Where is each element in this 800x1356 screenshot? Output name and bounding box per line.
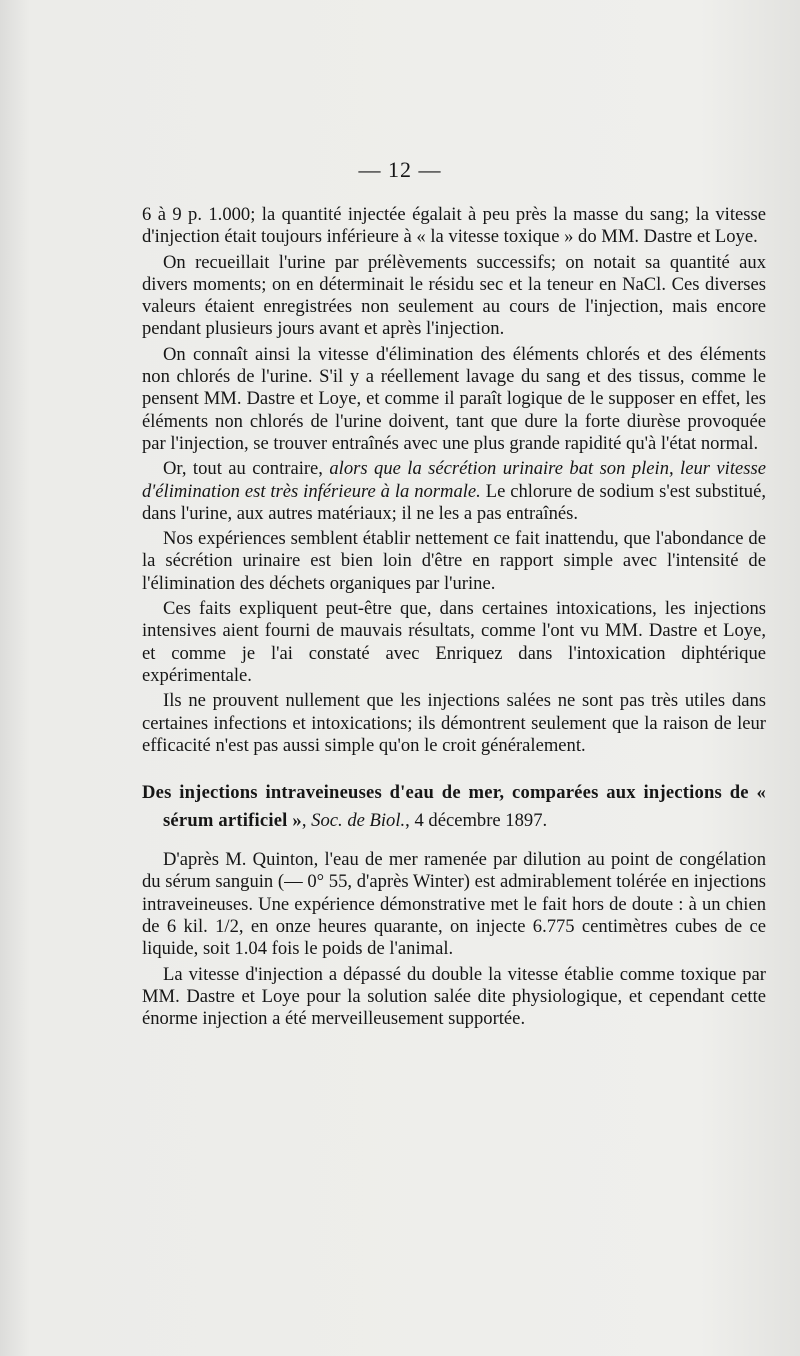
paragraph: 6 à 9 p. 1.000; la quantité injectée égalait à peu près la masse du sang; la vitesse d'injection était toujours inférieure à « la vitesse toxique » do MM. Dastre et Loye.	[142, 204, 766, 248]
section-title: Des injections intraveineuses d'eau de mer, comparées aux injections de « sérum artificiel »	[142, 782, 766, 832]
paragraph-text: Le chlorure de sodium s'est substitué, dans l'urine, aux autres matériaux; il ne les a pas entraînés.	[142, 480, 766, 524]
paragraph: On recueillait l'urine par prélèvements successifs; on notait sa quantité aux divers moments; on en déterminait le résidu sec et la teneur en NaCl. Ces diverses valeurs étaient enregistrées non seulement au cours de l'injection, mais encore pendant plusieurs jours avant et après l'injection.	[142, 251, 766, 340]
paragraph: On connaît ainsi la vitesse d'élimination des éléments chlorés et des éléments non chlorés de l'urine. S'il y a réellement lavage du sang et des tissus, comme le pensent MM. Dastre et Loye, et comme il paraît logique de le supposer en effet, les éléments non chlorés de l'urine doivent, tant que dure la forte diurèse provoquée par l'injection, se trouver entraînés avec une plus grande rapidité qu'à l'état normal.	[142, 343, 766, 454]
paragraph: Nos expériences semblent établir nettement ce fait inattendu, que l'abondance de la sécrétion urinaire est bien loin d'être en rapport simple avec l'intensité de l'élimination des déchets organiques par l'urine.	[142, 528, 766, 594]
page-number: — 12 —	[358, 157, 442, 182]
section-heading	[142, 779, 766, 835]
paragraph: Ils ne prouvent nullement que les injections salées ne sont pas très utiles dans certaines infections et intoxications; ils démontrent seulement que la raison de leur efficacité n'est pas aussi simple qu'on le croit généralement.	[142, 690, 766, 756]
paragraph: D'après M. Quinton, l'eau de mer ramenée par dilution au point de congélation du sérum sanguin (— 0° 55, d'après Winter) est admirablement tolérée en injections intraveineuses. Une expérience démonstrative met le fait hors de doute : à un chien de 6 kil. 1/2, en onze heures quarante, on injecte 6.775 centimètres cubes de ce liquide, soit 1.04 fois le poids de l'animal.	[142, 849, 766, 960]
section-date: 4 décembre 1897.	[414, 810, 548, 832]
paragraph: La vitesse d'injection a dépassé du double la vitesse établie comme toxique par MM. Dastre et Loye pour la solution salée dite physiologique, et cependant cette énorme injection a été merveilleusement supportée.	[142, 963, 766, 1030]
paragraph: Ces faits expliquent peut-être que, dans certaines intoxications, les injections intensives aient fourni de mauvais résultats, comme l'ont vu MM. Dastre et Loye, et comme je l'ai constaté avec Enriquez dans l'intoxication diphtérique expérimentale.	[142, 598, 766, 686]
section-sep: ,	[405, 810, 415, 832]
paragraph-text: Or, tout au contraire,	[163, 458, 330, 480]
italic-emphasis: alors que la sécrétion urinaire bat son plein, leur vitesse d'élimination est très inférieure à la normale.	[142, 458, 766, 502]
section-sep: ,	[301, 810, 312, 832]
body-text	[142, 204, 766, 1031]
paragraph	[142, 458, 766, 525]
section-journal: Soc. de Biol.	[311, 810, 406, 832]
